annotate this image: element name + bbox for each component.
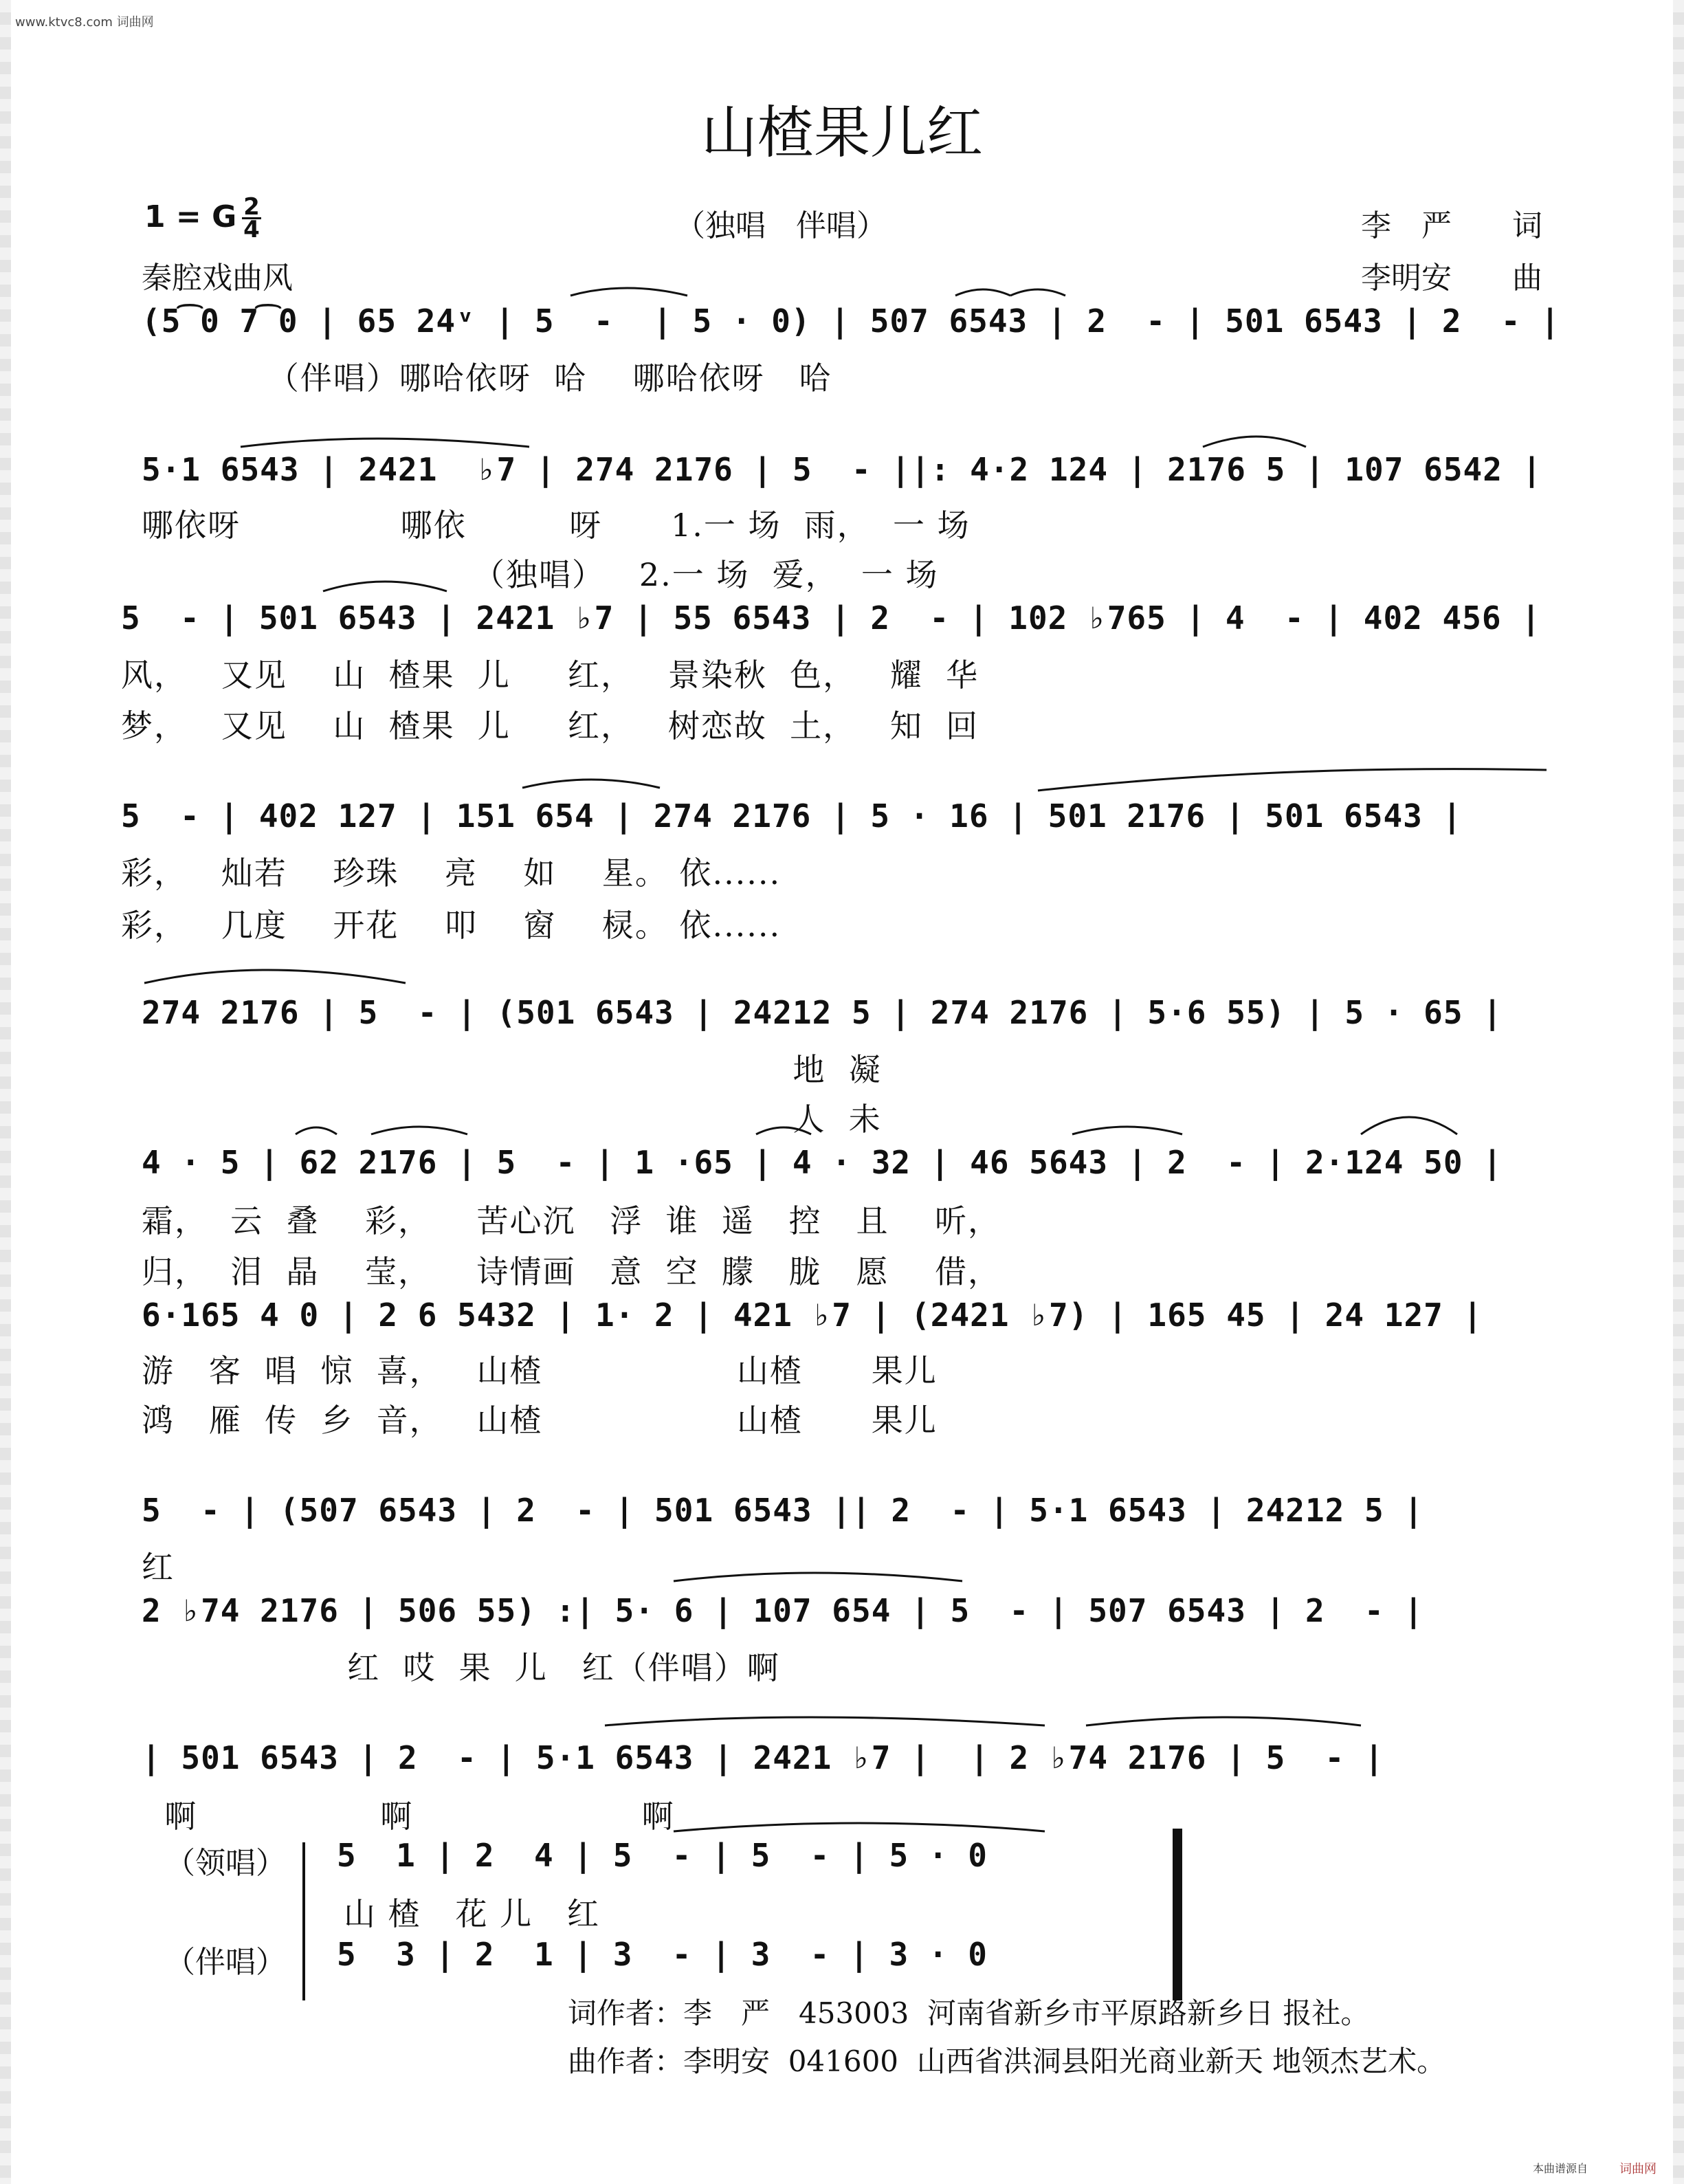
score-system-9: 2 ♭74 2176 | 506 55) :| 5· 6 | 107 654 | 5 - | 507 6543 | 2 - |: [142, 1592, 1424, 1629]
score-system-10: | 501 6543 | 2 - | 5·1 6543 | 2421 ♭7 | | 2 ♭74 2176 | 5 - |: [142, 1739, 1384, 1776]
lead-vocal-lyrics: 山 楂 花 儿 红: [344, 1895, 600, 1932]
lyrics-system-5-verse-2: 人 未: [142, 1101, 882, 1138]
score-system-5: 274 2176 | 5 - | (501 6543 | 24212 5 | 274 2176 | 5·6 55) | 5 · 65 |: [142, 994, 1503, 1031]
lyrics-system-4-verse-2: 彩， 几度 开花 叩 窗 棂。 依......: [121, 907, 782, 944]
lyrics-system-5-verse-1: 地 凝: [142, 1051, 882, 1088]
lead-vocal-notes: 5 1 | 2 4 | 5 - | 5 - | 5 · 0: [337, 1837, 988, 1874]
lyrics-system-2-verse-1: 哪依呀 哪依 呀 1.一 场 雨， 一 场: [142, 507, 971, 544]
lyrics-system-6-verse-2: 归， 泪 晶 莹， 诗情画 意 空 朦 胧 愿 借，: [142, 1253, 1001, 1290]
score-system-3: 5 - | 501 6543 | 2421 ♭7 | 55 6543 | 2 - | 102 ♭765 | 4 - | 402 456 |: [121, 599, 1541, 637]
composer-credit: 李明安 曲: [1361, 261, 1542, 296]
lyrics-system-3-verse-2: 梦， 又见 山 楂果 儿 红， 树恋故 土， 知 回: [121, 707, 979, 744]
score-system-6: 4 · 5 | 62 2176 | 5 - | 1 ·65 | 4 · 32 | 46 5643 | 2 - | 2·124 50 |: [142, 1144, 1503, 1181]
score-system-4: 5 - | 402 127 | 151 654 | 274 2176 | 5 · 16 | 501 2176 | 501 6543 |: [121, 797, 1463, 835]
lyricist-credit: 李 严 词: [1361, 208, 1542, 243]
performance-note: （独唱 伴唱）: [675, 208, 887, 243]
score-system-2: 5·1 6543 | 2421 ♭7 | 274 2176 | 5 - ||: 4·2 124 | 2176 5 | 107 6542 |: [142, 451, 1542, 488]
lyrics-system-9: 红 哎 果 儿 红（伴唱）啊: [142, 1649, 780, 1686]
score-system-8: 5 - | (507 6543 | 2 - | 501 6543 || 2 - | 5·1 6543 | 24212 5 |: [142, 1492, 1424, 1529]
lyrics-system-10: 啊 啊 啊: [142, 1798, 675, 1835]
composer-address: 曲作者：李明安 041600 山西省洪洞县阳光商业新天 地领杰艺术。: [568, 2044, 1446, 2078]
site-watermark: www.ktvc8.com 词曲网: [15, 15, 154, 30]
brand-logo: 词曲网: [1619, 2162, 1657, 2176]
score-system-1: (5͡0 7͡0 | 65 24ᵛ | 5 - | 5 · 0) | 507 6543 | 2 - | 501 6543 | 2 - |: [142, 302, 1560, 340]
lyrics-system-3-verse-1: 风， 又见 山 楂果 儿 红， 景染秋 色， 耀 华: [121, 657, 979, 694]
lyrics-system-4-verse-1: 彩， 灿若 珍珠 亮 如 星。 依......: [121, 854, 782, 892]
lyrics-system-2-verse-2: （独唱） 2.一 场 爱， 一 场: [142, 556, 939, 593]
accompaniment-label: （伴唱）: [165, 1945, 286, 1980]
style-note: 秦腔戏曲风: [142, 261, 293, 296]
time-signature: $\frac{2}{4}$: [242, 197, 261, 240]
lead-vocal-label: （领唱）: [165, 1846, 286, 1881]
lyrics-system-6-verse-1: 霜， 云 叠 彩， 苦心沉 浮 谁 遥 控 且 听，: [142, 1202, 1001, 1239]
lyrics-system-8: 红: [142, 1549, 175, 1586]
brand-note: 本曲谱源自: [1532, 2162, 1588, 2175]
lyrics-system-7-verse-2: 鸿 雁 传 乡 音， 山楂 山楂 果儿: [142, 1402, 938, 1439]
key-signature: 1 = G: [144, 199, 237, 234]
left-border: [0, 0, 11, 2184]
final-barline: [1173, 1829, 1182, 2000]
lyrics-system-7-verse-1: 游 客 唱 惊 喜， 山楂 山楂 果儿: [142, 1352, 938, 1389]
page-title: 山楂果儿红: [700, 100, 983, 166]
coda-bracket: [302, 1842, 305, 2000]
right-border: [1673, 0, 1684, 2184]
accompaniment-notes: 5 3 | 2 1 | 3 - | 3 - | 3 · 0: [337, 1936, 988, 1973]
lyrics-system-1: （伴唱）哪哈依呀 哈 哪哈依呀 哈: [142, 360, 832, 397]
score-system-7: 6·165 4 0 | 2 6 5432 | 1· 2 | 421 ♭7 | (2421 ♭7) | 165 45 | 24 127 |: [142, 1297, 1483, 1334]
lyricist-address: 词作者：李 严 453003 河南省新乡市平原路新乡日 报社。: [568, 1996, 1370, 2030]
